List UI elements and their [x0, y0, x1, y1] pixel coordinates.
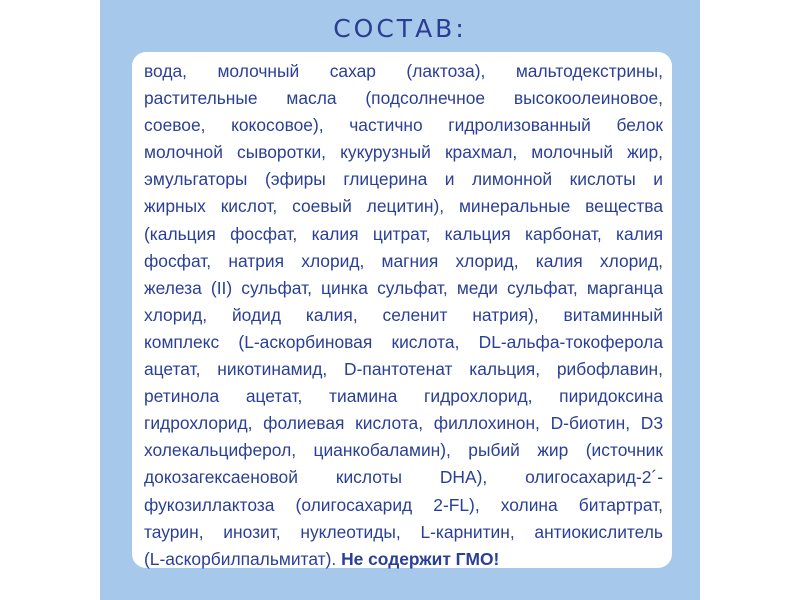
ingredients-line: таурин, инозит, нуклеотиды, L-карнитин, антиокислитель	[144, 521, 663, 542]
ingredients-line: ретинола ацетат, тиамина гидрохлорид, пиридоксина	[144, 386, 663, 407]
ingredients-line: растительные масла (подсолнечное высокоолеиновое,	[144, 88, 663, 109]
ingredients-line: ацетат, никотинамид, D-пантотенат кальция, рибофлавин,	[144, 359, 663, 380]
ingredients-line: вода, молочный сахар (лактоза), мальтодекстрины,	[144, 61, 663, 81]
ingredients-line: жирных кислот, соевый лецитин), минеральные вещества	[144, 196, 663, 217]
ingredients-line: хлорид, йодид калия, селенит натрия), витаминный	[144, 304, 663, 325]
ingredients-line: холекальциферол, цианкобаламин), рыбий жир (источник	[144, 440, 663, 461]
ingredients-line: (кальция фосфат, калия цитрат, кальция карбонат, калия	[144, 223, 663, 244]
ingredients-line: гидрохлорид, фолиевая кислота, филлохинон, D-биотин, D3	[144, 413, 663, 434]
ingredients-line-end: (L-аскорбилпальмитат).	[144, 548, 337, 569]
no-gmo-warning: Не содержит ГМО!	[341, 548, 500, 569]
ingredients-line: фосфат, натрия хлорид, магния хлорид, калия хлорид,	[144, 250, 663, 271]
ingredients-line: фукозиллактоза (олигосахарид 2-FL), холина битартрат,	[144, 494, 663, 515]
ingredients-line: докозагексаеновой кислоты DHA), олигосахарид-2´-	[144, 467, 663, 488]
composition-title: СОСТАВ:	[333, 14, 467, 43]
ingredients-text	[144, 58, 663, 573]
ingredients-last-line	[144, 546, 663, 573]
ingredients-line: железа (II) сульфат, цинка сульфат, меди сульфат, марганца	[144, 277, 663, 298]
ingredients-card	[132, 52, 672, 568]
ingredients-line: соевое, кокосовое), частично гидролизованный белок	[144, 115, 663, 136]
ingredients-line: эмульгаторы (эфиры глицерина и лимонной кислоты и	[144, 169, 663, 190]
ingredients-line: молочной сыворотки, кукурузный крахмал, молочный жир,	[144, 142, 663, 163]
ingredients-line: комплекс (L-аскорбиновая кислота, DL-альфа-токоферола	[144, 331, 663, 352]
